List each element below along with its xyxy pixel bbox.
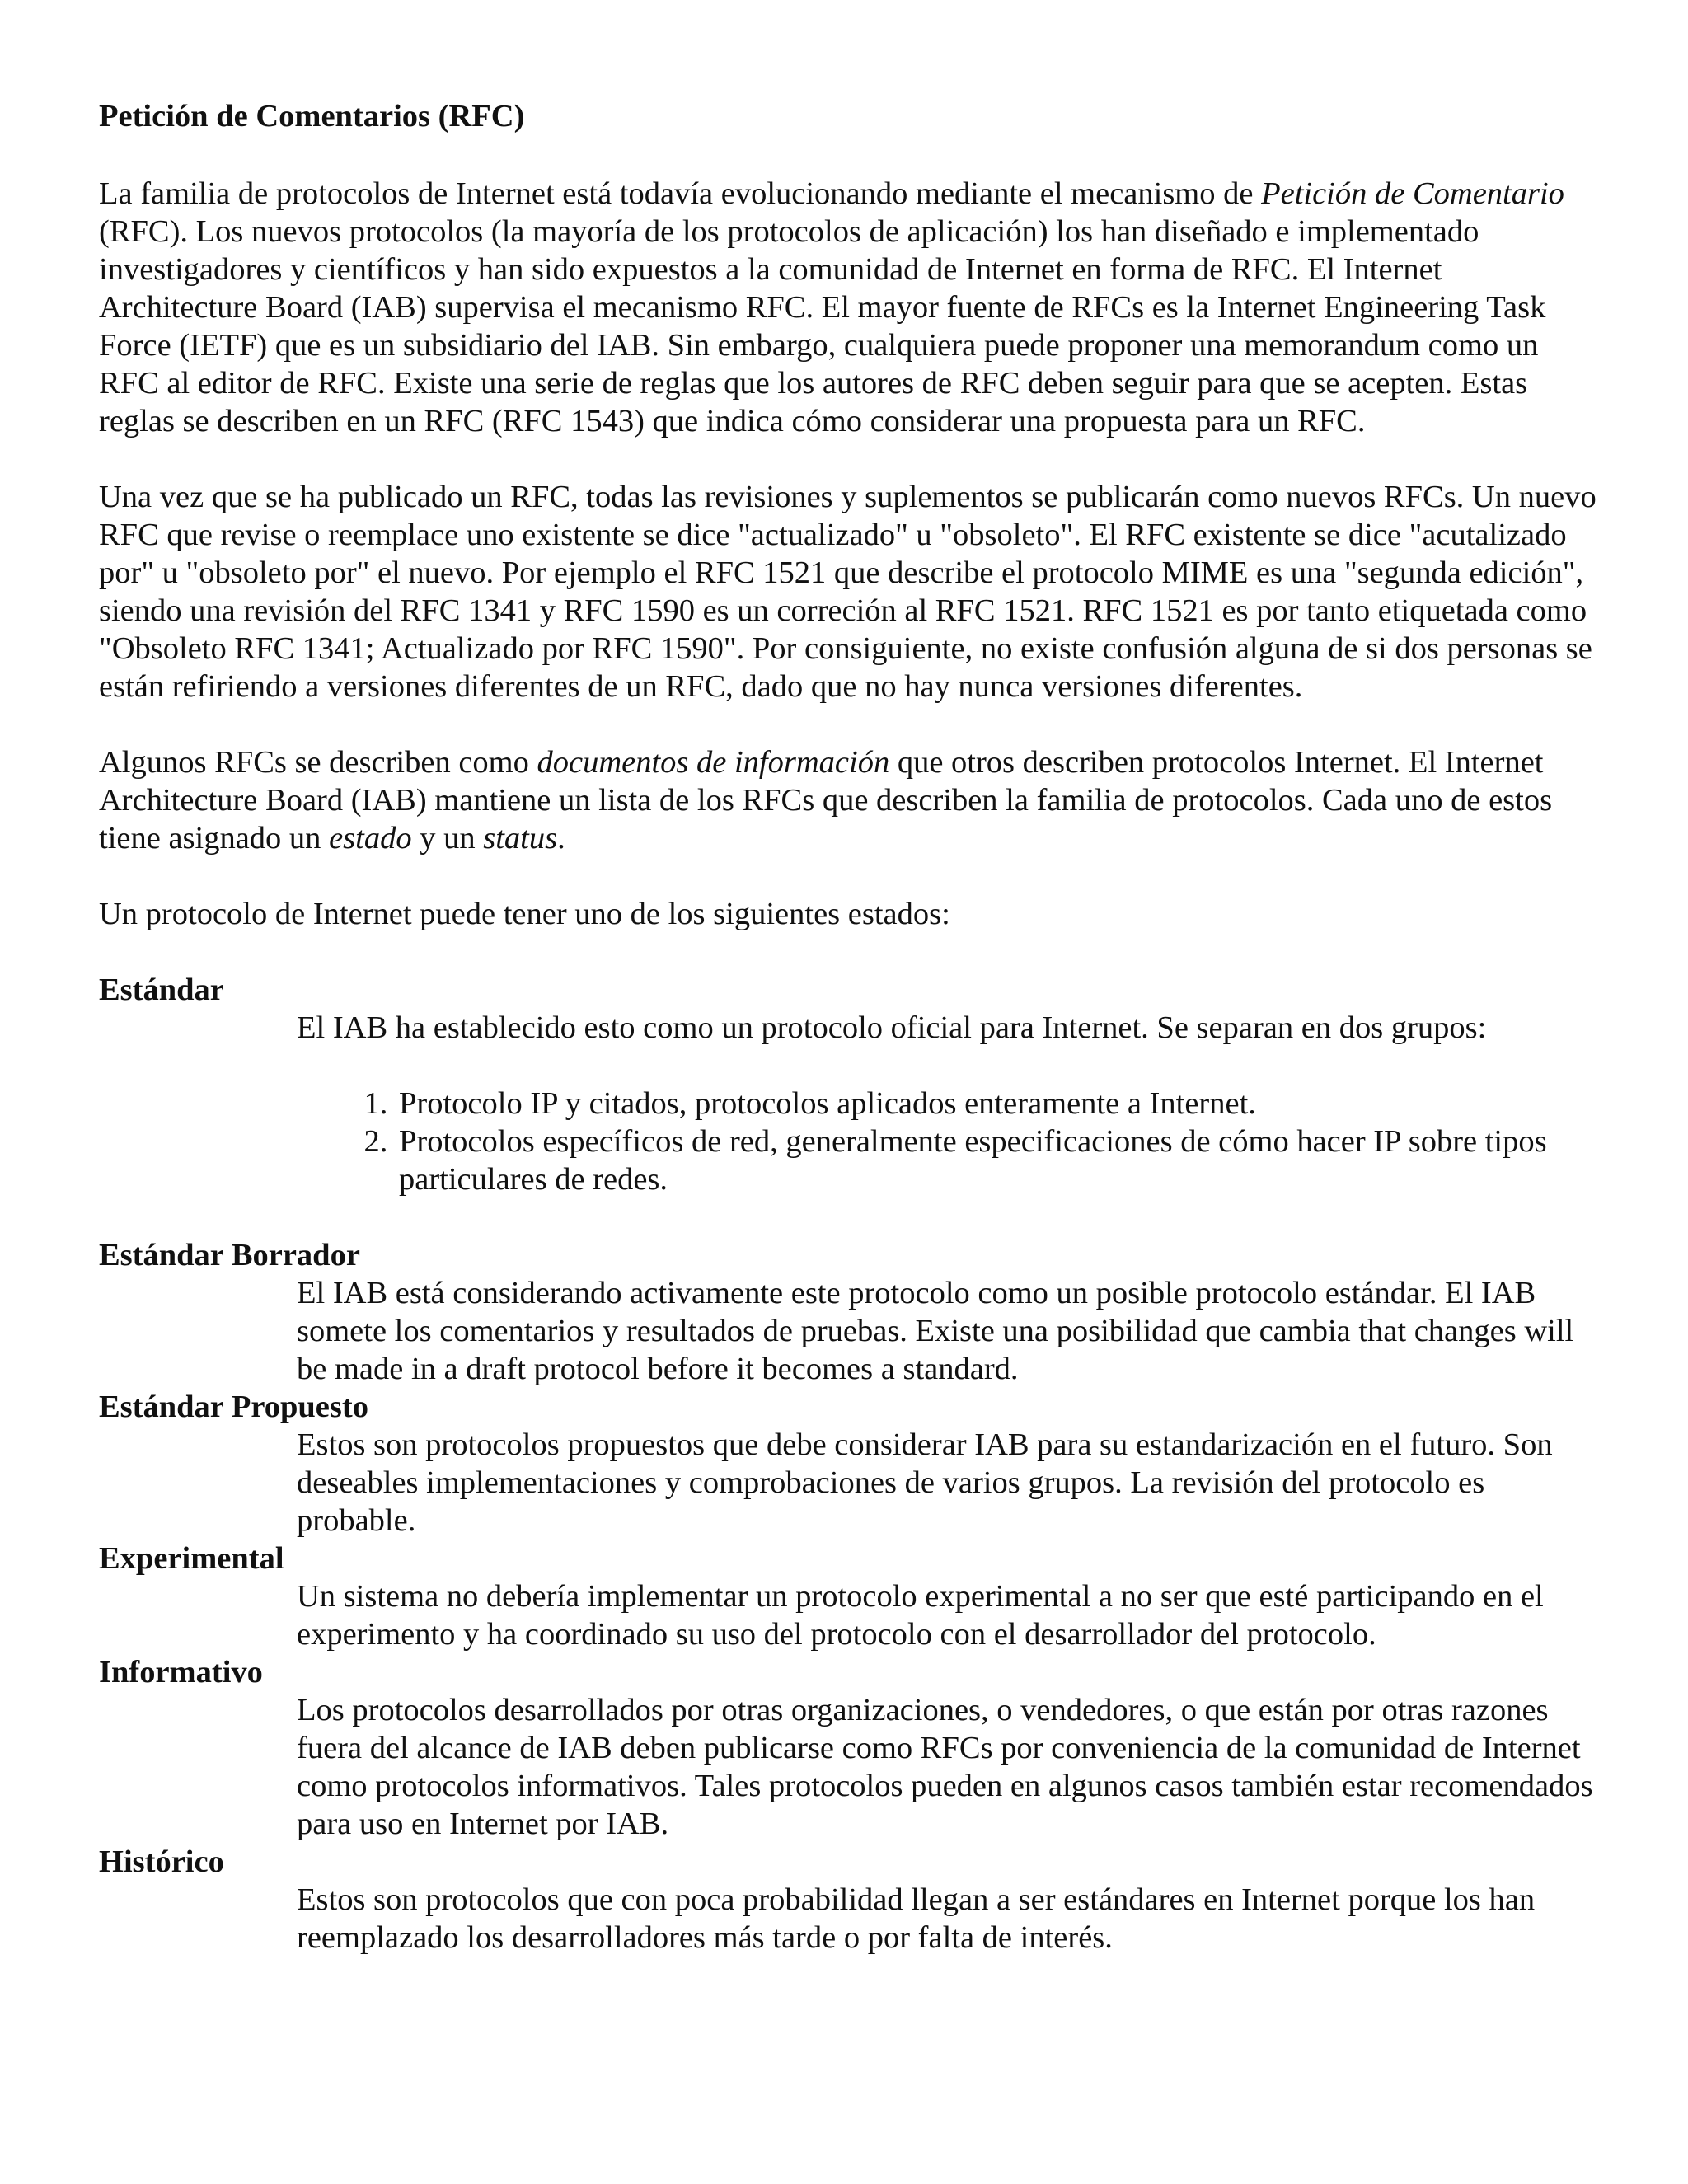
state-desc-informativo: Los protocolos desarrollados por otras organizaciones, o vendedores, o que están por otras razones fuera del alcance de IAB deben publicarse como RFCs por conveniencia de la comunidad de Internet como protocolos informativos. Tales protocolos pueden en algunos casos también estar recomendados para uso en Internet por IAB.: [297, 1693, 1593, 1841]
estandar-groups-list: [297, 1085, 1599, 1198]
paragraph-rfc-types-part-c: y un: [411, 821, 484, 855]
state-term-estandar-propuesto: Estándar Propuesto: [99, 1390, 368, 1424]
state-desc-estandar: [297, 1009, 1599, 1198]
state-term-estandar: Estándar: [99, 972, 224, 1007]
paragraph-rfc-types-part-b: que otros describen protocolos Internet. El Internet Architecture Board (IAB) mantiene un lista de los RFCs que describen la familia de protocolos. Cada uno de estos tiene asignado un: [99, 745, 1553, 855]
state-term-estandar-borrador: Estándar Borrador: [99, 1238, 360, 1272]
paragraph-rfc-types: [99, 743, 1599, 857]
paragraph-states-intro: Un protocolo de Internet puede tener uno de los siguientes estados:: [99, 897, 950, 931]
paragraph-rfc-types-part-a: Algunos RFCs se describen como: [99, 745, 537, 780]
emphasis-estado: estado: [329, 821, 412, 855]
emphasis-peticion-de-comentario: Petición de Comentario: [1261, 176, 1564, 211]
paragraph-rfc-intro-part-a: La familia de protocolos de Internet está todavía evolucionando mediante el mecanismo de: [99, 176, 1262, 211]
state-term-experimental: Experimental: [99, 1541, 284, 1576]
paragraph-rfc-revisions: Una vez que se ha publicado un RFC, todas las revisiones y suplementos se publicarán como nuevos RFCs. Un nuevo RFC que revise o reemplace uno existente se dice "actualizado" u "obsoleto". El RFC existente se dice "acutalizado por" u "obsoleto por" el nuevo. Por ejemplo el RFC 1521 que describe el protocolo MIME es una "segunda edición", siendo una revisión del RFC 1341 y RFC 1590 es un correción al RFC 1521. RFC 1521 es por tanto etiquetada como "Obsoleto RFC 1341; Actualizado por RFC 1590". Por consiguiente, no existe confusión alguna de si dos personas se están refiriendo a versiones diferentes de un RFC, dado que no hay nunca versiones diferentes.: [99, 480, 1597, 704]
list-item: 2. Protocolos específicos de red, generalmente especificaciones de cómo hacer IP sobre tipos particulares de redes.: [396, 1122, 1599, 1198]
paragraph-rfc-intro-part-b: (RFC). Los nuevos protocolos (la mayoría de los protocolos de aplicación) los han diseñado e implementado investigadores y científicos y han sido expuestos a la comunidad de Internet en forma de RFC. El Internet Architecture Board (IAB) supervisa el mecanismo RFC. El mayor fuente de RFCs es la Internet Engineering Task Force (IETF) que es un subsidiario del IAB. Sin embargo, cualquiera puede proponer una memorandum como un RFC al editor de RFC. Existe una serie de reglas que los autores de RFC deben seguir para que se acepten. Estas reglas se describen en un RFC (RFC 1543) que indica cómo considerar una propuesta para un RFC.: [99, 214, 1546, 438]
state-desc-estandar-borrador: El IAB está considerando activamente este protocolo como un posible protocolo estándar. El IAB somete los comentarios y resultados de pruebas. Existe una posibilidad que cambia that changes will be made in a draft protocol before it becomes a standard.: [297, 1276, 1574, 1386]
state-desc-historico: Estos son protocolos que con poca probabilidad llegan a ser estándares en Internet porque los han reemplazado los desarrolladores más tarde o por falta de interés.: [297, 1882, 1536, 1955]
states-definition-list: [99, 971, 1599, 1957]
paragraph-rfc-types-part-d: .: [557, 821, 565, 855]
emphasis-status: status: [483, 821, 558, 855]
state-desc-estandar-propuesto: Estos son protocolos propuestos que debe considerar IAB para su estandarización en el futuro. Son deseables implementaciones y comprobaciones de varios grupos. La revisión del protocolo es probable.: [297, 1427, 1553, 1538]
state-desc-estandar-text: El IAB ha establecido esto como un protocolo oficial para Internet. Se separan en dos grupos:: [297, 1010, 1487, 1045]
state-term-historico: Histórico: [99, 1844, 224, 1879]
document-page: [99, 97, 1599, 1957]
state-term-informativo: Informativo: [99, 1655, 263, 1690]
paragraph-rfc-intro: [99, 175, 1599, 440]
emphasis-documentos-de-informacion: documentos de información: [537, 745, 890, 780]
state-desc-experimental: Un sistema no debería implementar un protocolo experimental a no ser que esté participando en el experimento y ha coordinado su uso del protocolo con el desarrollador del protocolo.: [297, 1579, 1544, 1652]
document-title: Petición de Comentarios (RFC): [99, 99, 525, 134]
list-item: 1. Protocolo IP y citados, protocolos aplicados enteramente a Internet.: [396, 1085, 1599, 1122]
